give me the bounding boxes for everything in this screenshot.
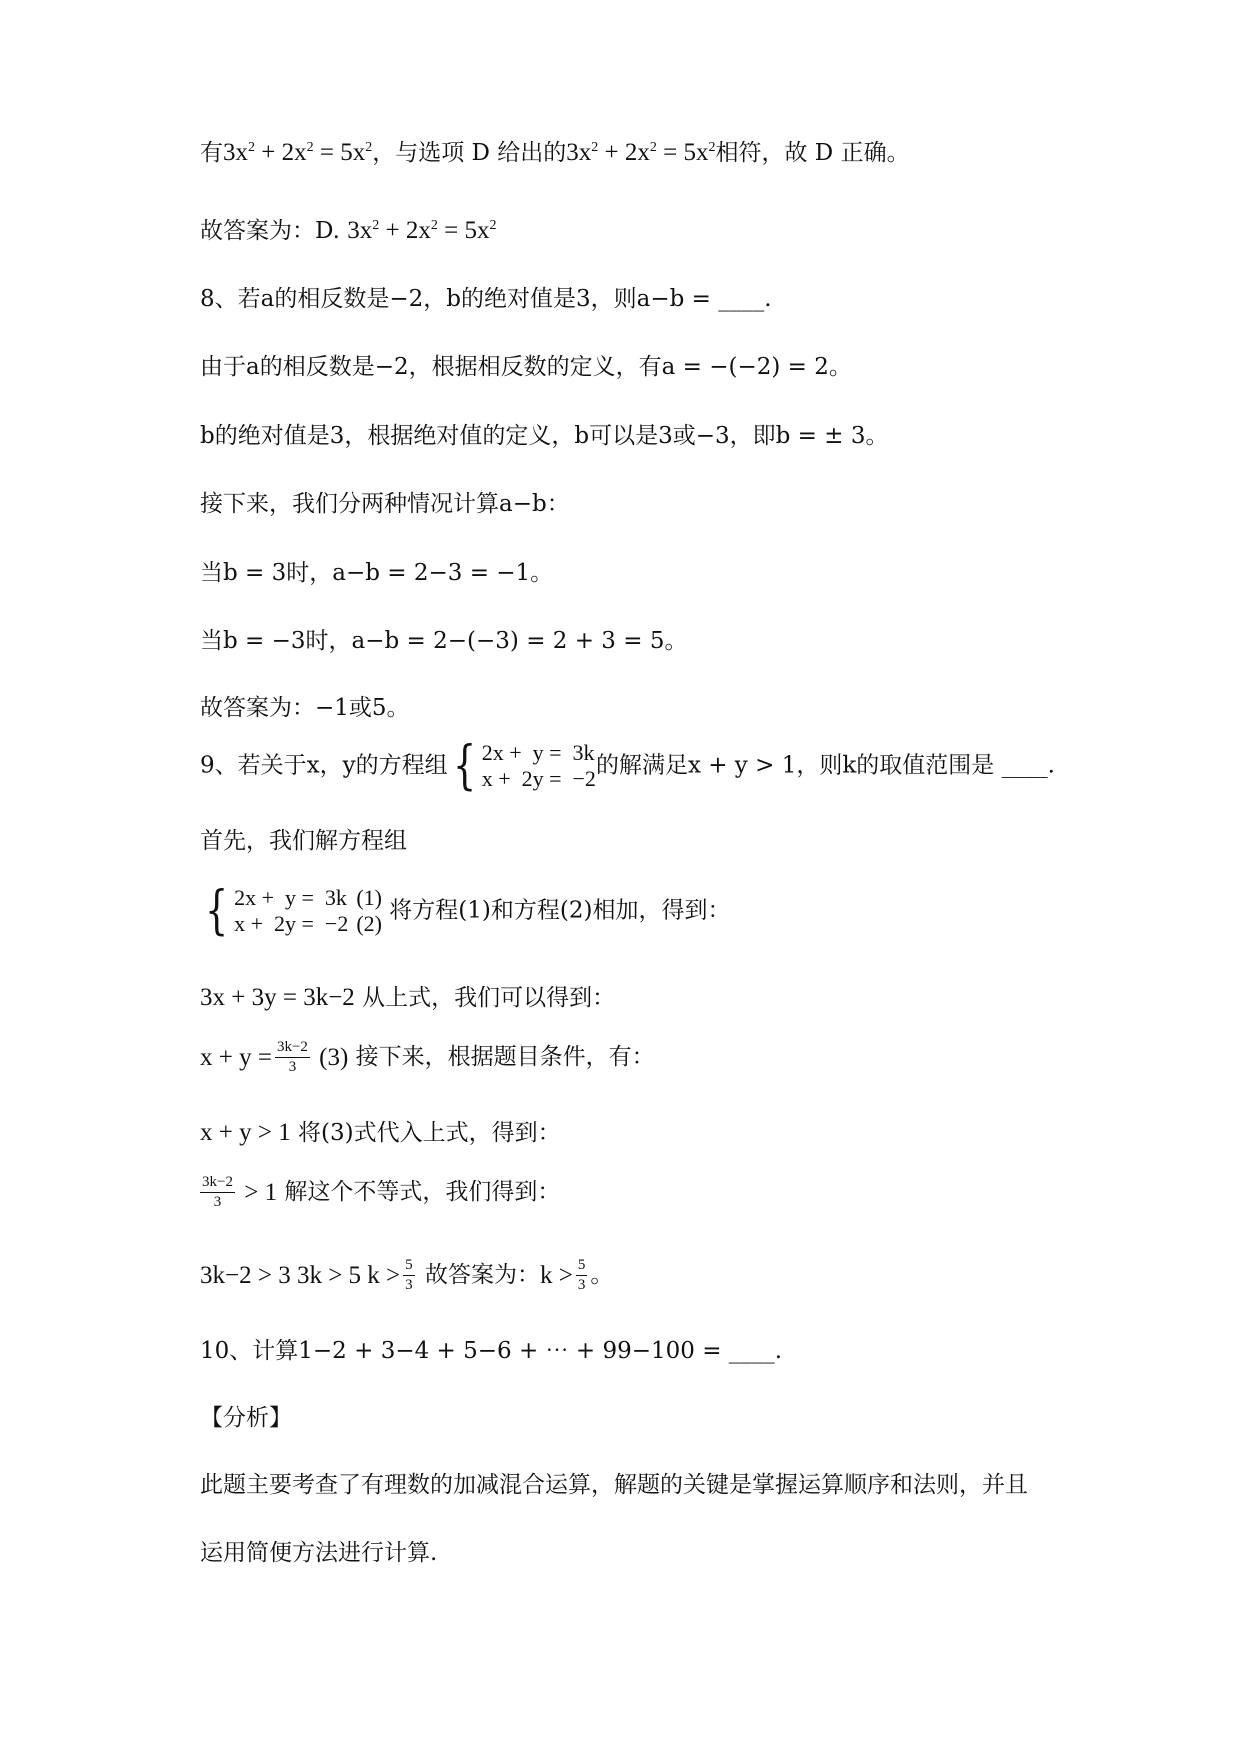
equation-system-labeled: { 2x + y = 3k x + 2y = −2 (1) (2) xyxy=(204,881,382,941)
solution-line-9b: { 2x + y = 3k x + 2y = −2 (1) (2) 将方程(1)和方程(2)相加，得到： xyxy=(200,885,730,937)
fraction: $\frac{3k-2}{3}$ xyxy=(276,1039,308,1075)
fraction: $\frac{3k-2}{3}$ xyxy=(202,1174,233,1210)
solution-line-9f: $\frac{3k-2}{3}$ > 1 解这个不等式，我们得到： xyxy=(202,1174,561,1210)
solution-line-9e: x + y > 1 将(3)式代入上式，得到： xyxy=(200,1119,561,1146)
solution-line-8a: 由于a的相反数是−2，根据相反数的定义，有a = −(−2) = 2。 xyxy=(200,354,852,380)
analysis-text-1: 此题主要考查了有理数的加减混合运算，解题的关键是掌握运算顺序和法则，并且 xyxy=(200,1472,1028,1498)
solution-line-9d: x + y = $\frac{3k-2}{3}$ (3) 接下来，根据题目条件，有： xyxy=(200,1039,655,1075)
answer-line-9: 3k−2 > 3 3k > 5 k > $\frac{5}{3}$ 故答案为：k > $\frac{5}{3}$ 。 xyxy=(200,1257,614,1293)
solution-line-9a: 首先，我们解方程组 xyxy=(200,828,407,854)
solution-line-8d: 当b = 3时，a−b = 2−3 = −1。 xyxy=(200,560,554,586)
equation-system: { 2x + y = 3k x + 2y = −2 xyxy=(452,736,596,796)
answer-line-7: 故答案为：D. $3x^2 + 2x^2 = 5x^2$ xyxy=(200,217,497,244)
solution-line-8b: b的绝对值是3，根据绝对值的定义，b可以是3或−3，即b = ± 3。 xyxy=(200,423,889,449)
analysis-text-2: 运用简便方法进行计算. xyxy=(200,1540,438,1566)
solution-line-8c: 接下来，我们分两种情况计算a−b： xyxy=(200,491,570,517)
analysis-heading: 【分析】 xyxy=(200,1405,292,1431)
question-9: 9、若关于x，y的方程组 { 2x + y = 3k x + 2y = −2 的解满足x + y > 1，则k的取值范围是 ____. xyxy=(200,736,1055,796)
solution-line-9c: 3x + 3y = 3k−2 从上式，我们可以得到： xyxy=(200,984,616,1011)
fraction: $\frac{5}{3}$ xyxy=(577,1257,586,1293)
answer-line-8: 故答案为：−1或5。 xyxy=(200,695,410,721)
fraction: $\frac{5}{3}$ xyxy=(405,1257,413,1293)
solution-line-8e: 当b = −3时，a−b = 2−(−3) = 2 + 3 = 5。 xyxy=(200,628,688,654)
solution-line-7-check: 有$3x^2 + 2x^2 = 5x^2$，与选项 D 给出的$3x^2 + 2x^2 = 5x^2$相符，故 D 正确。 xyxy=(200,139,910,166)
question-8: 8、若a的相反数是−2，b的绝对值是3，则a−b = ____. xyxy=(200,286,772,312)
question-10: 10、计算1−2 + 3−4 + 5−6 + ⋯ + 99−100 = ____. xyxy=(200,1338,783,1364)
